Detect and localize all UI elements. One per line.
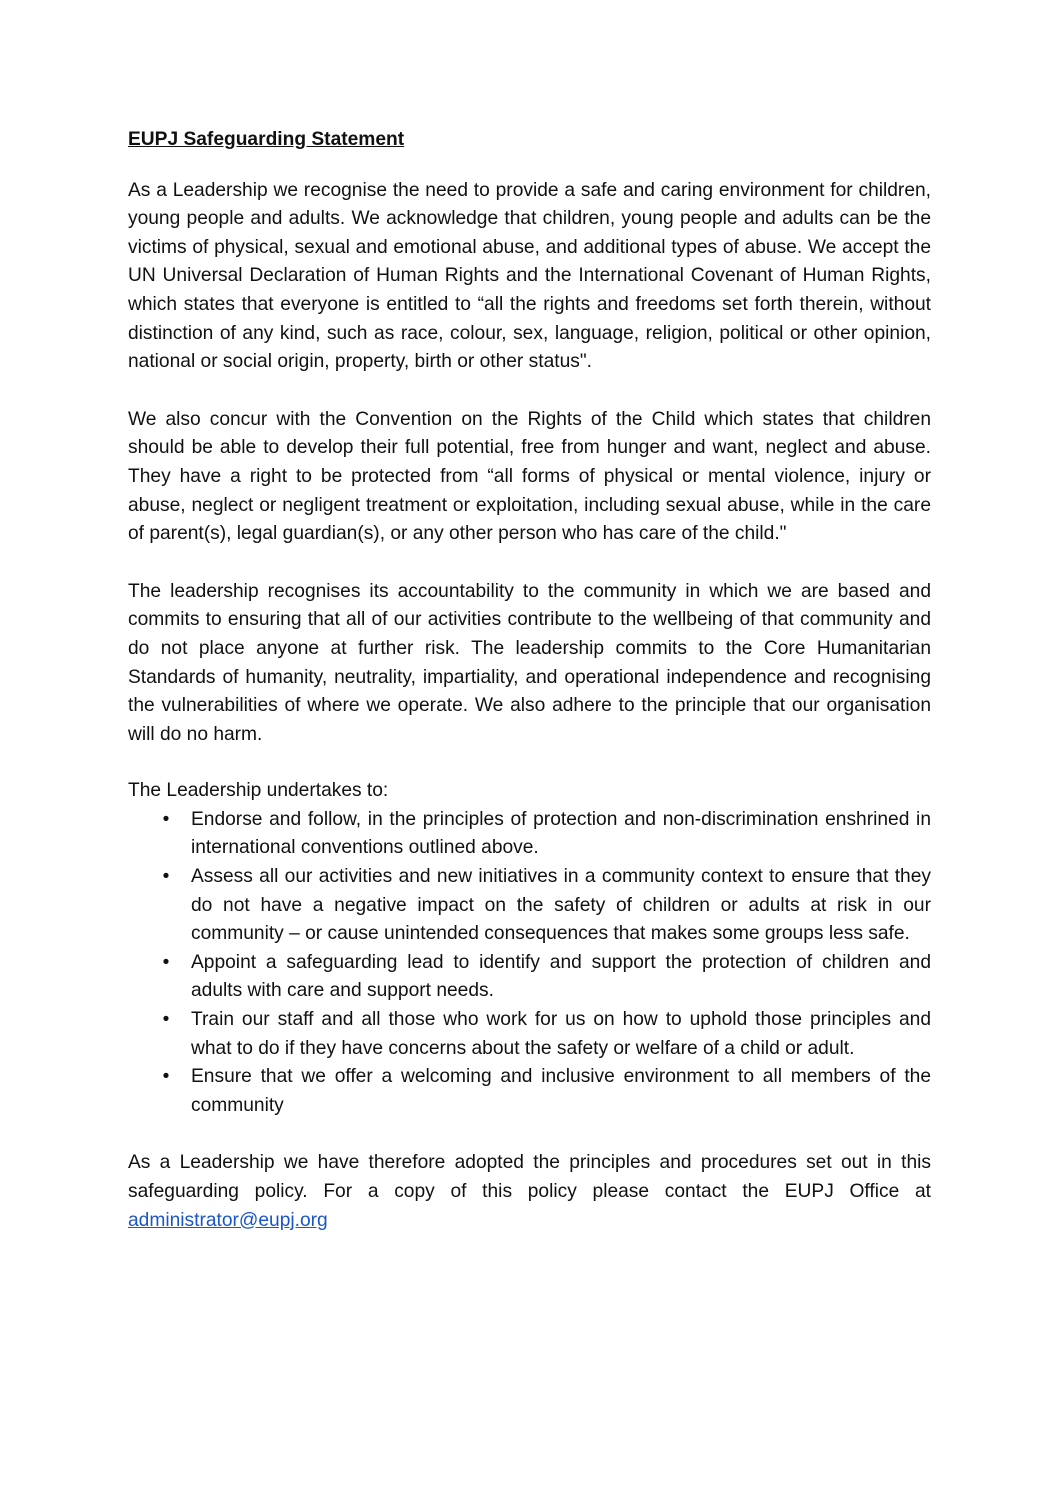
list-item — [128, 1006, 931, 1063]
closing-paragraph — [128, 1149, 931, 1235]
paragraph-leadership-recognition: As a Leadership we recognise the need to provide a safe and caring environment for children, young people and adults. We acknowledge that children, young people and adults can be the victims of physical, sexual and emotional abuse, and additional types of abuse. We accept the UN Universal Declaration of Human Rights and the International Covenant of Human Rights, which states that everyone is entitled to “all the rights and freedoms set forth therein, without distinction of any kind, such as race, colour, sex, language, religion, political or other opinion, national or social origin, property, birth or other status". — [128, 179, 931, 373]
list-item-text: Ensure that we offer a welcoming and inclusive environment to all members of the community — [191, 1066, 931, 1116]
document-title: EUPJ Safeguarding Statement — [128, 129, 405, 150]
bullet-icon: • — [162, 1066, 170, 1088]
list-item-text: Train our staff and all those who work for us on how to uphold those principles and what to do if they have concerns about the safety or welfare of a child or adult. — [191, 1009, 931, 1059]
bullet-icon: • — [162, 866, 170, 888]
bullet-icon: • — [162, 1009, 170, 1031]
list-item — [128, 1063, 931, 1120]
bullet-icon: • — [162, 951, 170, 973]
paragraph-convention-rights-child: We also concur with the Convention on the Rights of the Child which states that children should be able to develop their full potential, free from hunger and want, neglect and abuse. They have a right to be protected from “all forms of physical or mental violence, injury or abuse, neglect or negligent treatment or exploitation, including sexual abuse, while in the care of parent(s), legal guardian(s), or any other person who has care of the child." — [128, 408, 931, 545]
undertakings-list — [128, 806, 931, 1121]
list-item-text: Appoint a safeguarding lead to identify and support the protection of children and adults with care and support needs. — [191, 951, 931, 1002]
list-item — [128, 863, 931, 949]
list-item — [128, 806, 931, 863]
list-item-text: Endorse and follow, in the principles of protection and non-discrimination enshrined in international conventions outlined above. — [191, 808, 931, 859]
list-item — [128, 949, 931, 1006]
contact-email-link[interactable]: administrator@eupj.org — [128, 1209, 328, 1231]
list-item-text: Assess all our activities and new initiatives in a community context to ensure that they do not have a negative impact on the safety of children or adults at risk in our community – or cause unintended consequences that makes some groups less safe. — [191, 866, 931, 945]
undertakes-intro: The Leadership undertakes to: — [128, 780, 389, 802]
closing-text: As a Leadership we have therefore adopted the principles and procedures set out in this safeguarding policy. For a copy of this policy please contact the EUPJ Office at — [128, 1152, 931, 1202]
paragraph-accountability: The leadership recognises its accountability to the community in which we are based and commits to ensuring that all of our activities contribute to the wellbeing of that community and do not place anyone at further risk. The leadership commits to the Core Humanitarian Standards of humanity, neutrality, impartiality, and operational independence and recognising the vulnerabilities of where we operate. We also adhere to the principle that our organisation will do no harm. — [128, 580, 931, 745]
document-body — [128, 126, 931, 1235]
bullet-icon: • — [162, 808, 170, 830]
